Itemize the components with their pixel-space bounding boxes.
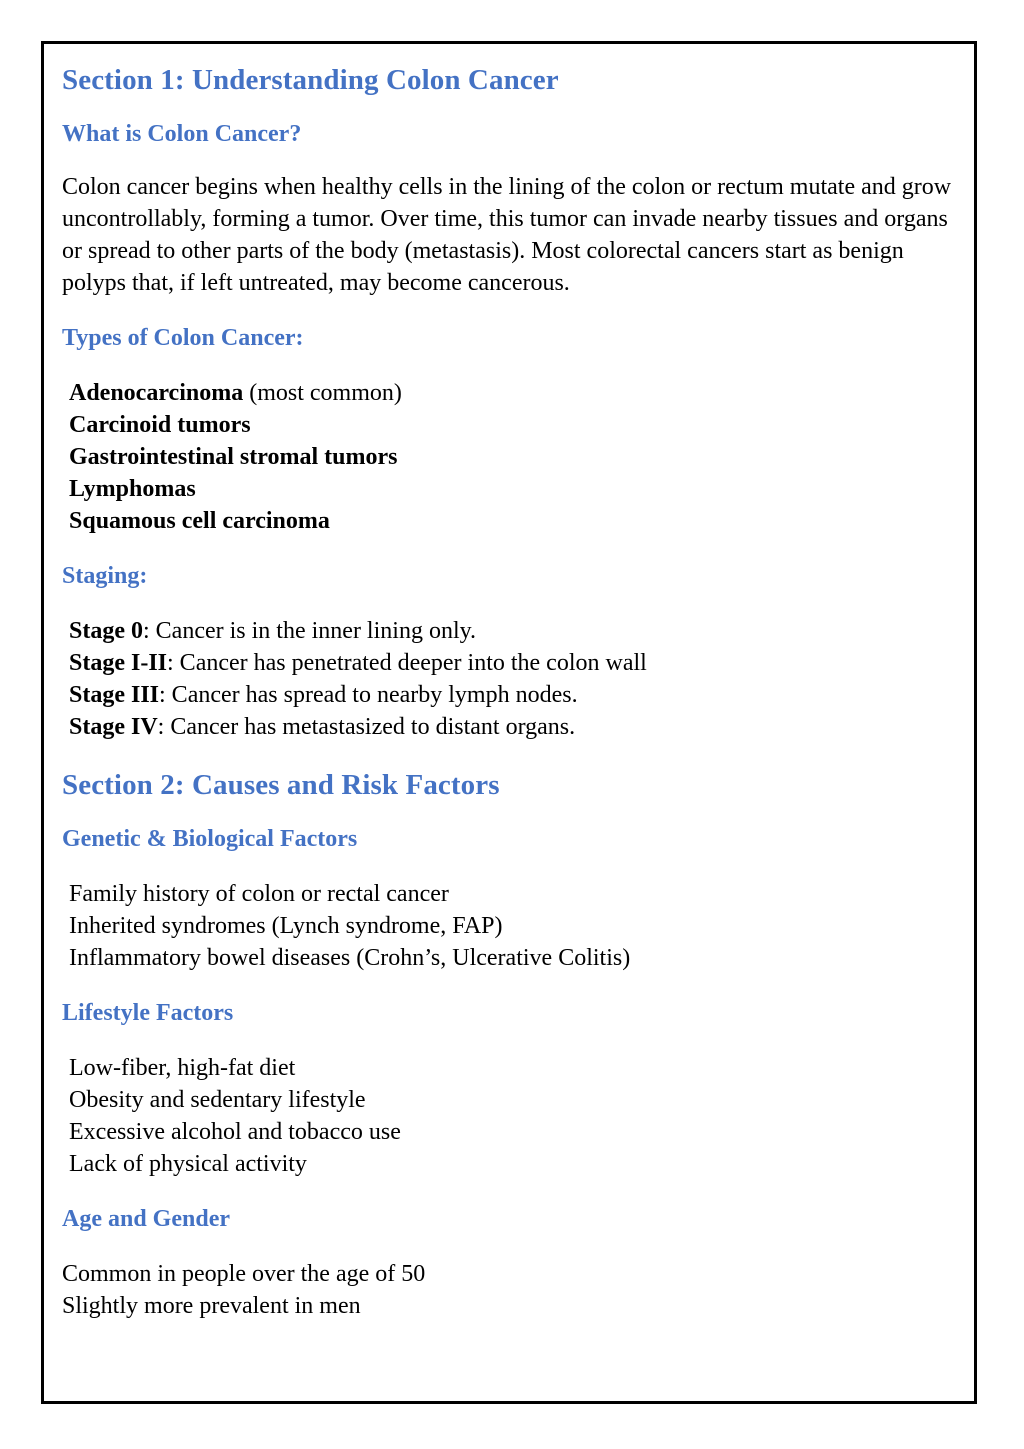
stage-description: : Cancer has penetrated deeper into the colon wall	[167, 650, 647, 676]
stage-label: Stage III	[69, 682, 160, 708]
list-item	[69, 409, 962, 441]
what-is-heading: What is Colon Cancer?	[62, 121, 302, 147]
list-item: Inflammatory bowel diseases (Crohn’s, Ulcerative Colitis)	[69, 945, 631, 971]
type-name: Gastrointestinal stromal tumors	[69, 444, 398, 470]
list-item: Obesity and sedentary lifestyle	[69, 1087, 366, 1113]
age-gender-heading: Age and Gender	[62, 1206, 230, 1232]
lifestyle-heading: Lifestyle Factors	[62, 1000, 234, 1026]
list-item	[69, 679, 962, 711]
list-item	[69, 441, 962, 473]
what-is-paragraph: Colon cancer begins when healthy cells in the lining of the colon or rectum mutate and grow uncontrollably, forming a tumor. Over time, this tumor can invade nearby tissues and organs or spread to other parts of the body (metastasis). Most colorectal cancers start as benign polyps that, if left untreated, may become cancerous.	[62, 174, 952, 296]
document-content	[62, 60, 962, 1322]
list-item	[69, 615, 962, 647]
list-item	[69, 647, 962, 679]
stage-description: : Cancer has spread to nearby lymph nodes.	[159, 682, 578, 708]
age-gender-list	[62, 1258, 962, 1322]
staging-list	[62, 615, 962, 743]
stage-description: : Cancer is in the inner lining only.	[143, 618, 477, 644]
lifestyle-list	[62, 1052, 962, 1180]
stage-label: Stage I-II	[69, 650, 168, 676]
list-item: Lack of physical activity	[69, 1151, 307, 1177]
section1-title: Section 1: Understanding Colon Cancer	[62, 64, 559, 96]
type-name: Adenocarcinoma	[69, 380, 244, 406]
stage-label: Stage 0	[69, 618, 143, 644]
type-note: (most common)	[243, 380, 402, 406]
stage-label: Stage IV	[69, 714, 158, 740]
genetic-heading: Genetic & Biological Factors	[62, 826, 358, 852]
staging-heading: Staging:	[62, 563, 148, 589]
list-item: Inherited syndromes (Lynch syndrome, FAP)	[69, 913, 503, 939]
types-list	[62, 377, 962, 537]
list-item	[69, 711, 962, 743]
type-name: Lymphomas	[69, 476, 196, 502]
list-item	[69, 377, 962, 409]
section2-title: Section 2: Causes and Risk Factors	[62, 769, 500, 801]
list-item: Low-fiber, high-fat diet	[69, 1055, 296, 1081]
list-item: Slightly more prevalent in men	[62, 1293, 361, 1319]
type-name: Squamous cell carcinoma	[69, 508, 330, 534]
list-item: Family history of colon or rectal cancer	[69, 881, 449, 907]
list-item	[69, 473, 962, 505]
list-item: Common in people over the age of 50	[62, 1261, 426, 1287]
types-heading: Types of Colon Cancer:	[62, 325, 304, 351]
type-name: Carcinoid tumors	[69, 412, 251, 438]
list-item	[69, 505, 962, 537]
stage-description: : Cancer has metastasized to distant organs.	[157, 714, 576, 740]
list-item: Excessive alcohol and tobacco use	[69, 1119, 401, 1145]
genetic-list	[62, 878, 962, 974]
